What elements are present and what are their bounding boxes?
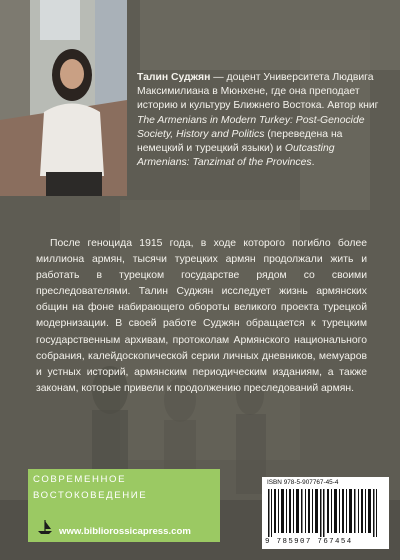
isbn-label: ISBN 978-5-907767-45-4 xyxy=(267,479,339,486)
publisher-url[interactable]: www.bibliorossicapress.com xyxy=(59,526,191,537)
barcode-digits: 9 785907 767454 xyxy=(265,538,353,546)
barcode-bars xyxy=(268,489,383,537)
bio-end: . xyxy=(311,157,315,169)
book-title-1-note: (переведена на немецкий и турецкий языки) и xyxy=(137,128,343,155)
author-bio xyxy=(137,71,389,170)
author-name: Талин Суджян xyxy=(137,72,211,83)
author-bio-text: — доцент Университета Людвига Максимилиана в Мюнхене, где она преподает историю и культуру Ближнего Востока. Автор книг xyxy=(137,72,379,112)
series-title-line-1: СОВРЕМЕННОЕ xyxy=(33,474,127,485)
author-photo xyxy=(0,0,127,196)
book-title-1: The Armenians in Modern Turkey: Post-Genocide Society, History and Politics xyxy=(137,114,365,140)
book-summary: После геноцида 1915 года, в ходе которого погибло более миллиона армян, тысячи турецких армян продолжали жить и работать в турецком государстве рядом со своими преследователями. Талин Суджян исследует жизнь армянских общин на фоне набирающего обороты великого проекта турецкой модернизации. В своей работе Суджян обращается к турецким государственным архивам, протоколам Армянского национального собрания, калейдоскопической серии личных дневников, мемуаров и устных историй, армянским периодическим изданиям, а также законам, которые привели к продолжению преследований армян. xyxy=(36,238,367,394)
isbn-barcode xyxy=(262,477,389,549)
series-title-line-2: ВОСТОКОВЕДЕНИЕ xyxy=(33,490,148,501)
author-portrait-image xyxy=(0,0,127,196)
boat-logo-icon xyxy=(36,517,54,537)
book-title-2: Outcasting Armenians: Tanzimat of the Provinces xyxy=(137,143,335,169)
